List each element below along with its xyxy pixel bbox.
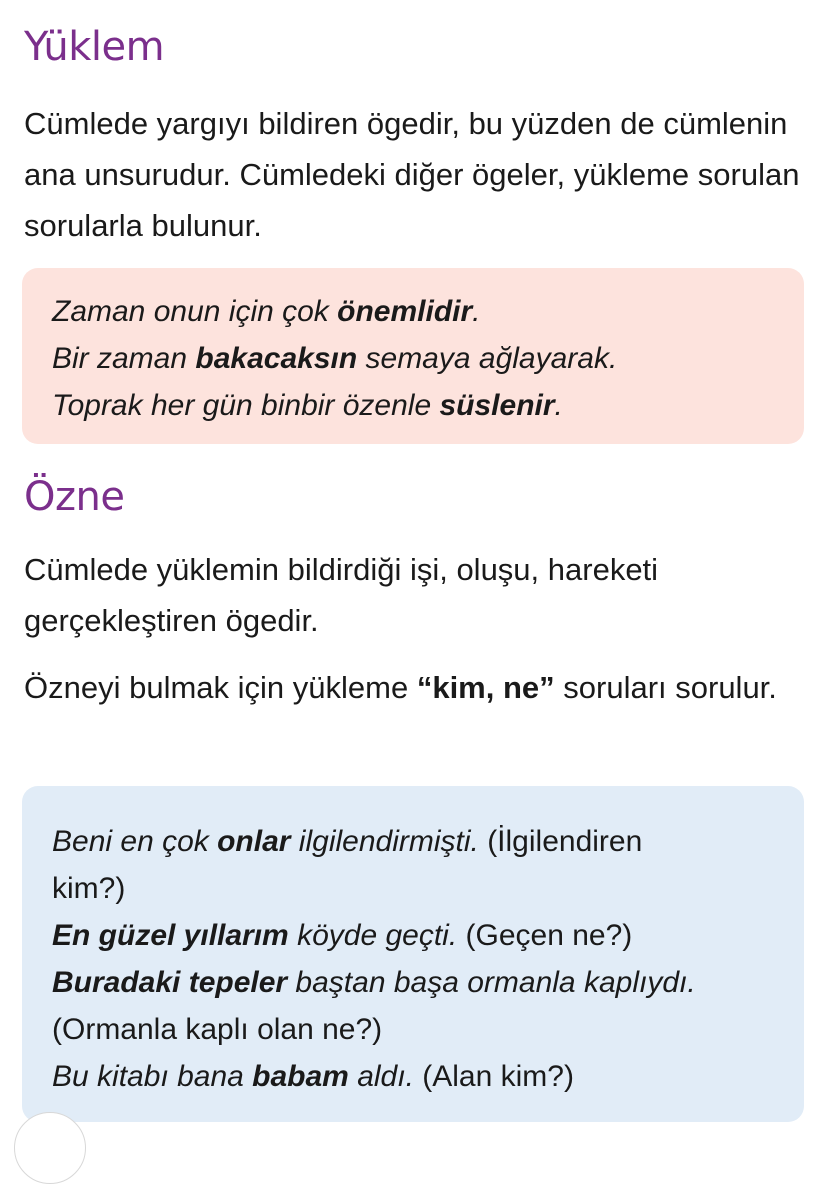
example-line — [52, 1053, 804, 1100]
example-text: Bir zaman — [52, 342, 196, 375]
question-note: (Alan kim?) — [413, 1060, 574, 1093]
example-line — [52, 288, 804, 335]
question-words: “kim, ne” — [416, 670, 555, 705]
question-text: soruları sorulur. — [554, 670, 777, 705]
example-line — [52, 865, 804, 912]
highlighted-subject: babam — [252, 1060, 349, 1093]
section-heading-yuklem: Yüklem — [24, 24, 165, 70]
ozne-question-paragraph — [24, 662, 804, 713]
example-line — [52, 912, 804, 959]
question-note: (Ormanla kaplı olan ne?) — [52, 1013, 383, 1046]
example-line — [52, 382, 804, 429]
example-text: semaya ağlayarak. — [357, 342, 618, 375]
example-text: baştan başa ormanla kaplıydı. — [287, 966, 696, 999]
ozne-definition: Cümlede yüklemin bildirdiği işi, oluşu, hareketi gerçekleştiren ögedir. — [24, 552, 659, 638]
example-text: Beni en çok — [52, 825, 218, 858]
scroll-button[interactable] — [14, 1112, 86, 1184]
highlighted-subject: En güzel yıllarım — [52, 919, 289, 952]
section-heading-ozne: Özne — [24, 474, 125, 520]
highlighted-predicate: önemlidir — [337, 295, 473, 328]
highlighted-subject: onlar — [217, 825, 291, 858]
example-text: Bu kitabı bana — [52, 1060, 253, 1093]
example-line — [52, 335, 804, 382]
example-text: . — [554, 389, 563, 422]
question-text: Özneyi bulmak için yükleme — [24, 670, 417, 705]
question-note: (Geçen ne?) — [457, 919, 633, 952]
highlighted-predicate: süslenir — [439, 389, 555, 422]
example-line — [52, 1006, 804, 1053]
example-text: Zaman onun için çok — [52, 295, 338, 328]
example-text: . — [472, 295, 481, 328]
example-line — [52, 818, 804, 865]
question-note: kim?) — [52, 872, 126, 905]
example-text: Toprak her gün binbir özenle — [52, 389, 440, 422]
example-text: köyde geçti. — [288, 919, 458, 952]
yuklem-definition: Cümlede yargıyı bildiren ögedir, bu yüzden de cümlenin ana unsurudur. Cümledeki diğer ögeler, yükleme sorulan sorularla bulunur. — [24, 106, 800, 243]
example-text: aldı. — [348, 1060, 414, 1093]
example-line — [52, 959, 804, 1006]
example-text: ilgilendirmişti. — [290, 825, 479, 858]
yuklem-example-box — [22, 268, 804, 444]
highlighted-predicate: bakacaksın — [195, 342, 358, 375]
ozne-example-box — [22, 786, 804, 1122]
highlighted-subject: Buradaki tepeler — [52, 966, 288, 999]
question-note: (İlgilendiren — [478, 825, 643, 858]
